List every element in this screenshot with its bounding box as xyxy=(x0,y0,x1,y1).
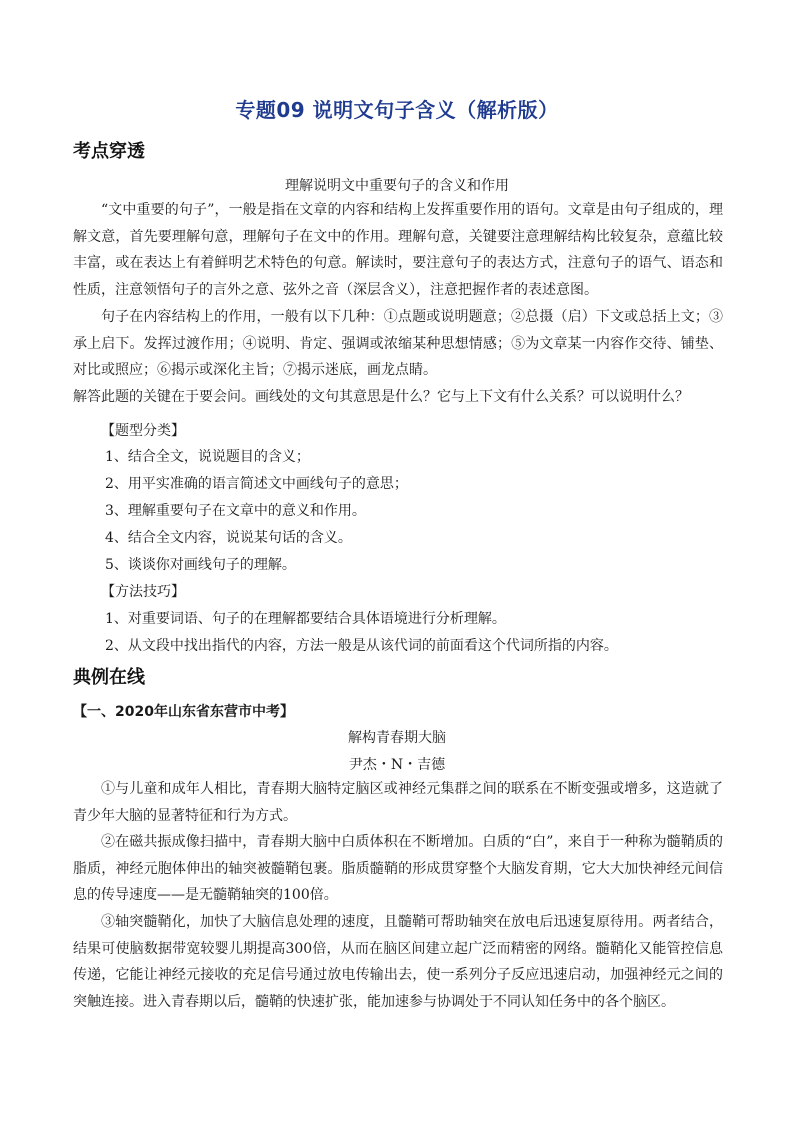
article-paragraph-3: ③轴突髓鞘化，加快了大脑信息处理的速度，且髓鞘可帮助轴突在放电后迅速复原待用。两者结合，结果可使脑数据带宽较婴儿期提高300倍，从而在脑区间建立起广泛而精密的网络。髓鞘化又能管控信息传递，它能让神经元接收的充足信号通过放电传输出去，使一系列分子反应迅速启动，加强神经元之间的突触连接。进入青春期以后，髓鞘的快速扩张，能加速参与协调处于不同认知任务中的各个脑区。 xyxy=(73,914,723,1010)
method-item: 2、从文段中找出指代的内容，方法一般是从该代词的前面看这个代词所指的内容。 xyxy=(105,638,618,654)
paragraph-intro: “文中重要的句子”，一般是指在文章的内容和结构上发挥重要作用的语句。文章是由句子组成的，理解文意，首先要理解句意，理解句子在文中的作用。理解句意，关键要注意理解结构比较复杂，意蕴比较丰富，或在表达上有着鲜明艺术特色的句意。解读时，要注意句子的表达方式，注意句子的语气、语态和性质，注意领悟句子的言外之意、弦外之音（深层含义），注意把握作者的表述意图。 xyxy=(73,202,723,298)
section-heading-dianli: 典例在线 xyxy=(73,667,145,688)
type-item: 4、结合全文内容，说说某句话的含义。 xyxy=(105,530,352,546)
section-heading-kaodian: 考点穿透 xyxy=(73,141,145,162)
article-paragraph-2: ②在磁共振成像扫描中，青春期大脑中白质体积在不断增加。白质的“白”，来自于一种称为髓鞘质的脂质，神经元胞体伸出的轴突被髓鞘包裹。脂质髓鞘的形成贯穿整个大脑发育期，它大大加快神经元间信息的传导速度——是无髓鞘轴突的100倍。 xyxy=(73,834,723,903)
type-item: 1、结合全文，说说题目的含义； xyxy=(105,449,310,465)
method-item: 1、对重要词语、句子的在理解都要结合具体语境进行分析理解。 xyxy=(105,611,506,627)
type-item: 5、谈谈你对画线句子的理解。 xyxy=(105,557,296,573)
section-subtitle: 理解说明文中重要句子的含义和作用 xyxy=(285,178,509,194)
example-source-tag: 【一、2020年山东省东营市中考】 xyxy=(73,704,294,720)
types-label: 【题型分类】 xyxy=(101,423,185,439)
article-author: 尹杰・N・吉德 xyxy=(348,757,446,773)
type-item: 3、理解重要句子在文章中的意义和作用。 xyxy=(105,503,366,519)
article-paragraph-1: ①与儿童和成年人相比，青春期大脑特定脑区或神经元集群之间的联系在不断变强或增多，这造就了青少年大脑的显著特征和行为方式。 xyxy=(73,781,723,824)
type-item: 2、用平实准确的语言简述文中画线句子的意思； xyxy=(105,476,408,492)
paragraph-sentence-roles: 句子在内容结构上的作用，一般有以下几种：①点题或说明题意；②总摄（启）下文或总括上文；③承上启下。发挥过渡作用；④说明、肯定、强调或浓缩某种思想情感；⑤为文章某一内容作交待、铺垫、对比或照应；⑥揭示或深化主旨；⑦揭示迷底，画龙点睛。 xyxy=(73,309,723,378)
methods-label: 【方法技巧】 xyxy=(101,584,185,600)
page-title: 专题09 说明文句子含义（解析版） xyxy=(235,98,559,122)
article-title: 解构青春期大脑 xyxy=(348,730,446,746)
paragraph-key-method: 解答此题的关键在于要会问。画线处的文句其意思是什么？它与上下文有什么关系？可以说明什么？ xyxy=(73,389,689,405)
